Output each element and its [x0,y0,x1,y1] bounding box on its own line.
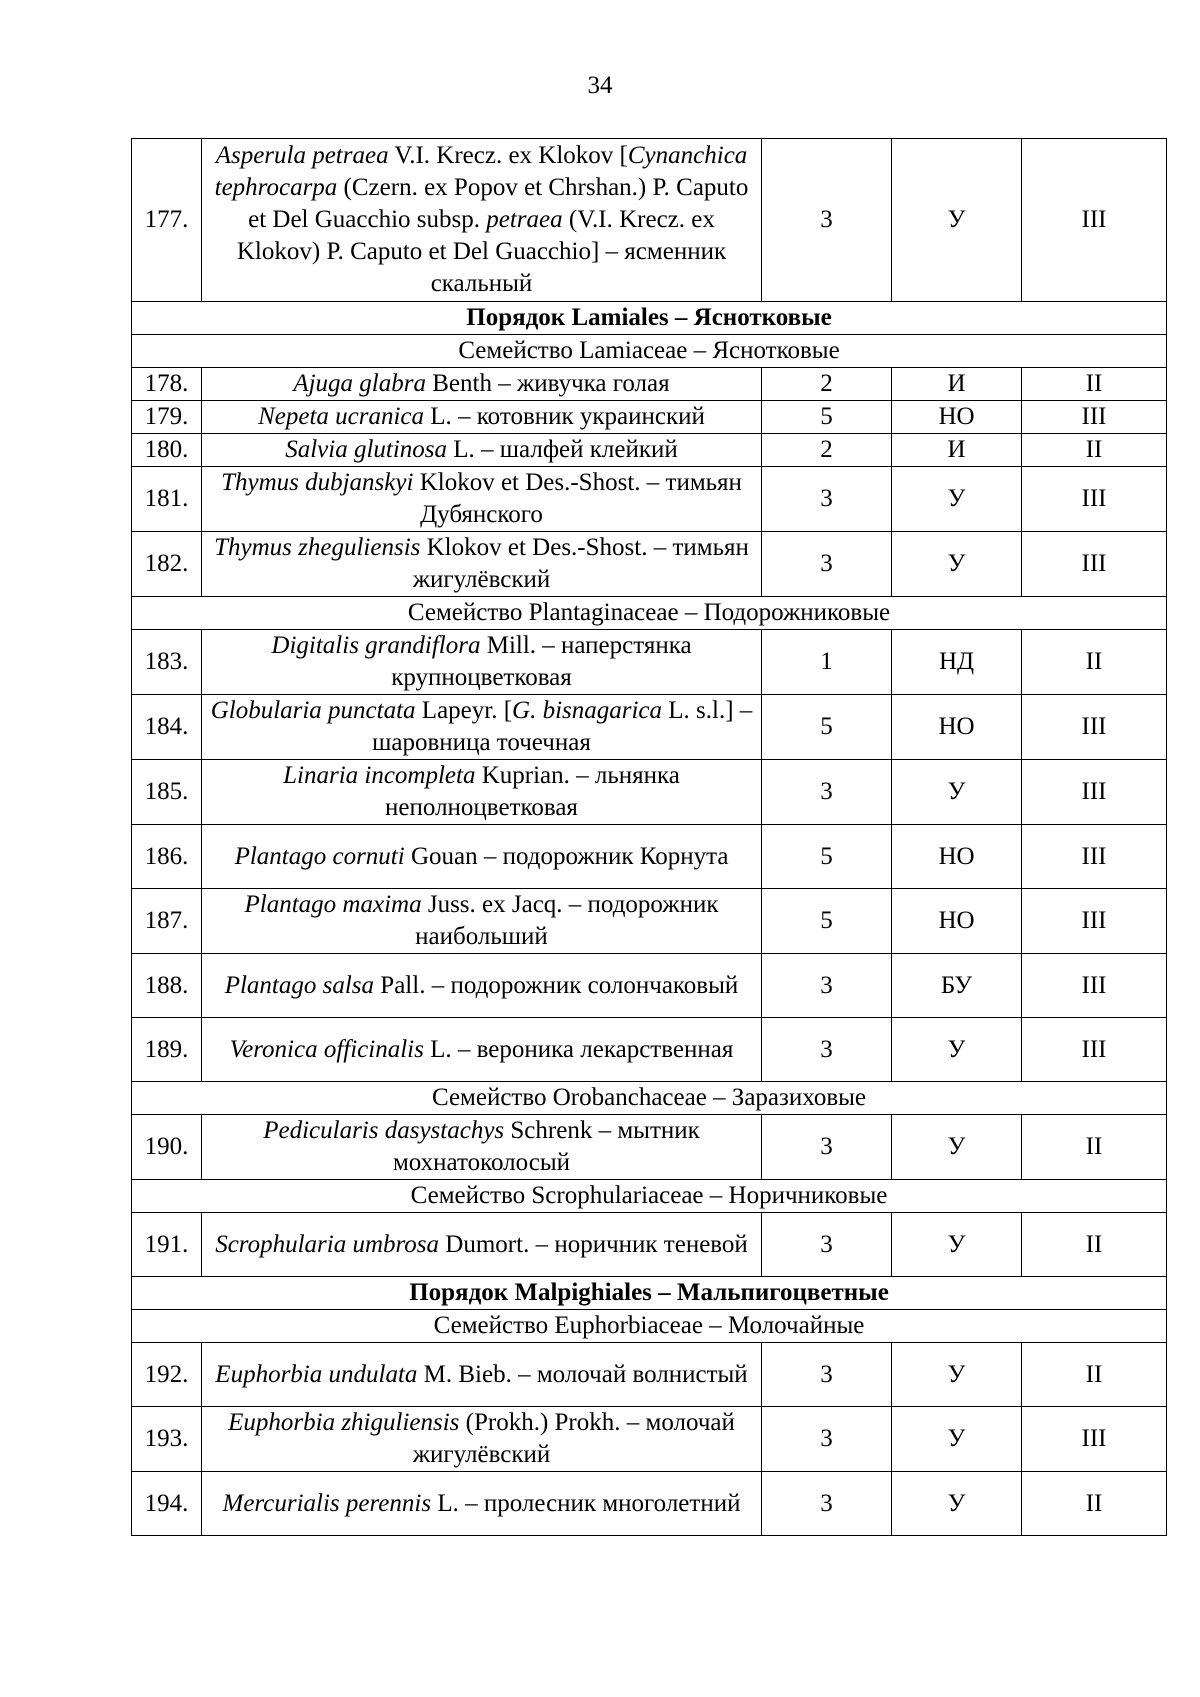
status-code: НО [892,825,1022,889]
name-text: Schrenk – мытник мохнатоколосый [392,1117,700,1176]
table-row [132,825,1167,889]
latin-name: Globularia punctata [210,697,416,724]
table-row [132,1018,1167,1082]
order-heading: Порядок Lamiales – Яснотковые [132,302,1167,335]
rarity-category: 3 [762,1407,892,1472]
row-number: 192. [132,1343,202,1407]
table-row [132,1343,1167,1407]
species-name [202,532,762,597]
row-number: 182. [132,532,202,597]
row-number: 177. [132,139,202,302]
latin-name: Scrophularia umbrosa [215,1230,440,1258]
species-name [202,1115,762,1180]
table-row [132,139,1167,302]
latin-name: Mercurialis perennis [222,1489,432,1517]
species-name [202,760,762,825]
name-text: L. s.l.] – шаровница точечная [372,697,753,756]
order-heading: Порядок Malpighiales – Мальпигоцветные [132,1277,1167,1310]
rarity-category: 3 [762,760,892,825]
status-code: У [892,139,1022,302]
family-row [132,1082,1167,1115]
family-heading: Семейство Orobanchaceae – Заразиховые [132,1082,1167,1115]
status-code: БУ [892,954,1022,1018]
rarity-category: 3 [762,467,892,532]
rarity-category: 2 [762,434,892,467]
species-name [202,825,762,889]
latin-name: Linaria incompleta [283,762,476,789]
table-row [132,434,1167,467]
status-code: У [892,532,1022,597]
species-name [202,1213,762,1277]
status-code: НО [892,401,1022,434]
order-row [132,1277,1167,1310]
protection-level: III [1022,825,1167,889]
latin-name: petraea [486,206,563,233]
protection-level: III [1022,1018,1167,1082]
table-row [132,954,1167,1018]
name-text: Gouan – подорожник Корнута [404,842,729,870]
status-code: У [892,1115,1022,1180]
protection-level: II [1022,1115,1167,1180]
rarity-category: 5 [762,825,892,889]
protection-level: III [1022,401,1167,434]
latin-name: Euphorbia undulata [215,1360,418,1388]
row-number: 194. [132,1472,202,1536]
page-number: 34 [587,72,613,99]
species-name [202,139,762,302]
latin-name: Thymus zheguliensis [214,534,421,561]
latin-name: Asperula petraea [215,142,389,169]
family-heading: Семейство Plantaginaceae – Подорожниковые [132,597,1167,630]
table-row [132,1115,1167,1180]
status-code: У [892,1472,1022,1536]
species-name [202,630,762,695]
name-text: Klokov et Des.-Shost. – тимьян жигулёвский [412,534,749,593]
rarity-category: 3 [762,1343,892,1407]
row-number: 189. [132,1018,202,1082]
latin-name: Cynanchica tephrocarpa [214,142,748,201]
status-code: НД [892,630,1022,695]
rarity-category: 5 [762,695,892,760]
protection-level: III [1022,139,1167,302]
order-row [132,302,1167,335]
name-text: (Prokh.) Prokh. – молочай жигулёвский [412,1409,735,1468]
latin-name: Ajuga glabra [293,370,426,397]
status-code: У [892,1018,1022,1082]
latin-name: Digitalis grandiflora [271,632,481,659]
family-heading: Семейство Scrophulariaceae – Норичниковые [132,1180,1167,1213]
table-row [132,889,1167,954]
row-number: 179. [132,401,202,434]
species-name [202,401,762,434]
name-text: (Czern. ex Popov et Chrshan.) P. Caputo et Del Guacchio subsp. [248,174,749,233]
row-number: 183. [132,630,202,695]
row-number: 181. [132,467,202,532]
latin-name: G. bisnagarica [512,697,663,724]
family-heading: Семейство Lamiaceae – Яснотковые [132,335,1167,368]
row-number: 190. [132,1115,202,1180]
species-name [202,467,762,532]
latin-name: Plantago salsa [224,971,375,999]
family-heading: Семейство Euphorbiaceae – Молочайные [132,1310,1167,1343]
status-code: У [892,760,1022,825]
latin-name: Thymus dubjanskyi [221,469,414,496]
latin-name: Euphorbia zhiguliensis [228,1409,460,1436]
protection-level: II [1022,1343,1167,1407]
protection-level: II [1022,1472,1167,1536]
table-row [132,630,1167,695]
species-name [202,434,762,467]
status-code: И [892,368,1022,401]
protection-level: II [1022,368,1167,401]
rarity-category: 2 [762,368,892,401]
latin-name: Salvia glutinosa [285,436,448,463]
rarity-category: 5 [762,401,892,434]
row-number: 191. [132,1213,202,1277]
name-text: Benth – живучка голая [426,370,670,397]
latin-name: Veronica officinalis [229,1035,424,1063]
table-row [132,532,1167,597]
name-text: Kuprian. – льнянка неполноцветковая [385,762,680,821]
table-row [132,401,1167,434]
protection-level: III [1022,889,1167,954]
species-table-body [132,139,1167,1536]
name-text: Juss. ex Jacq. – подорожник наибольший [415,891,719,950]
table-row [132,368,1167,401]
latin-name: Nepeta ucranica [258,403,425,430]
species-name [202,1407,762,1472]
status-code: НО [892,695,1022,760]
protection-level: II [1022,1213,1167,1277]
name-text: Mill. – наперстянка крупноцветковая [391,632,692,691]
status-code: У [892,1213,1022,1277]
name-text: L. – шалфей клейкий [447,436,678,463]
table-row [132,760,1167,825]
species-name [202,889,762,954]
latin-name: Plantago maxima [244,891,422,918]
latin-name: Pedicularis dasystachys [263,1117,505,1144]
protection-level: III [1022,954,1167,1018]
row-number: 193. [132,1407,202,1472]
family-row [132,597,1167,630]
status-code: У [892,467,1022,532]
family-row [132,1310,1167,1343]
row-number: 186. [132,825,202,889]
family-row [132,1180,1167,1213]
row-number: 185. [132,760,202,825]
species-name [202,954,762,1018]
table-row [132,1213,1167,1277]
rarity-category: 3 [762,954,892,1018]
protection-level: III [1022,695,1167,760]
protection-level: II [1022,434,1167,467]
species-name [202,695,762,760]
table-row [132,467,1167,532]
name-text: M. Bieb. – молочай волнистый [417,1360,748,1388]
row-number: 184. [132,695,202,760]
family-row [132,335,1167,368]
name-text: Klokov et Des.-Shost. – тимьян Дубянского [413,469,742,528]
rarity-category: 3 [762,139,892,302]
species-table [131,138,1167,1536]
name-text: Dumort. – норичник теневой [439,1230,748,1258]
rarity-category: 1 [762,630,892,695]
name-text: L. – пролесник многолетний [431,1489,741,1517]
species-name [202,1343,762,1407]
status-code: И [892,434,1022,467]
status-code: У [892,1343,1022,1407]
name-text: (V.I. Krecz. ex Klokov) P. Caputo et Del Guacchio] – ясменник скальный [236,206,727,297]
name-text: Lapeyr. [ [415,697,513,724]
species-name [202,1018,762,1082]
row-number: 187. [132,889,202,954]
table-row [132,695,1167,760]
rarity-category: 3 [762,1115,892,1180]
table-row [132,1472,1167,1536]
rarity-category: 3 [762,1018,892,1082]
protection-level: II [1022,630,1167,695]
species-name [202,1472,762,1536]
name-text: Pall. – подорожник солончаковый [374,971,739,999]
status-code: У [892,1407,1022,1472]
status-code: НО [892,889,1022,954]
name-text: V.I. Krecz. ex Klokov [ [388,142,628,169]
rarity-category: 3 [762,532,892,597]
row-number: 180. [132,434,202,467]
name-text: L. – вероника лекарственная [423,1035,734,1063]
row-number: 188. [132,954,202,1018]
rarity-category: 5 [762,889,892,954]
protection-level: III [1022,532,1167,597]
table-row [132,1407,1167,1472]
protection-level: III [1022,467,1167,532]
latin-name: Plantago cornuti [234,842,405,870]
row-number: 178. [132,368,202,401]
rarity-category: 3 [762,1472,892,1536]
species-name [202,368,762,401]
name-text: L. – котовник украинский [424,403,705,430]
rarity-category: 3 [762,1213,892,1277]
protection-level: III [1022,1407,1167,1472]
protection-level: III [1022,760,1167,825]
